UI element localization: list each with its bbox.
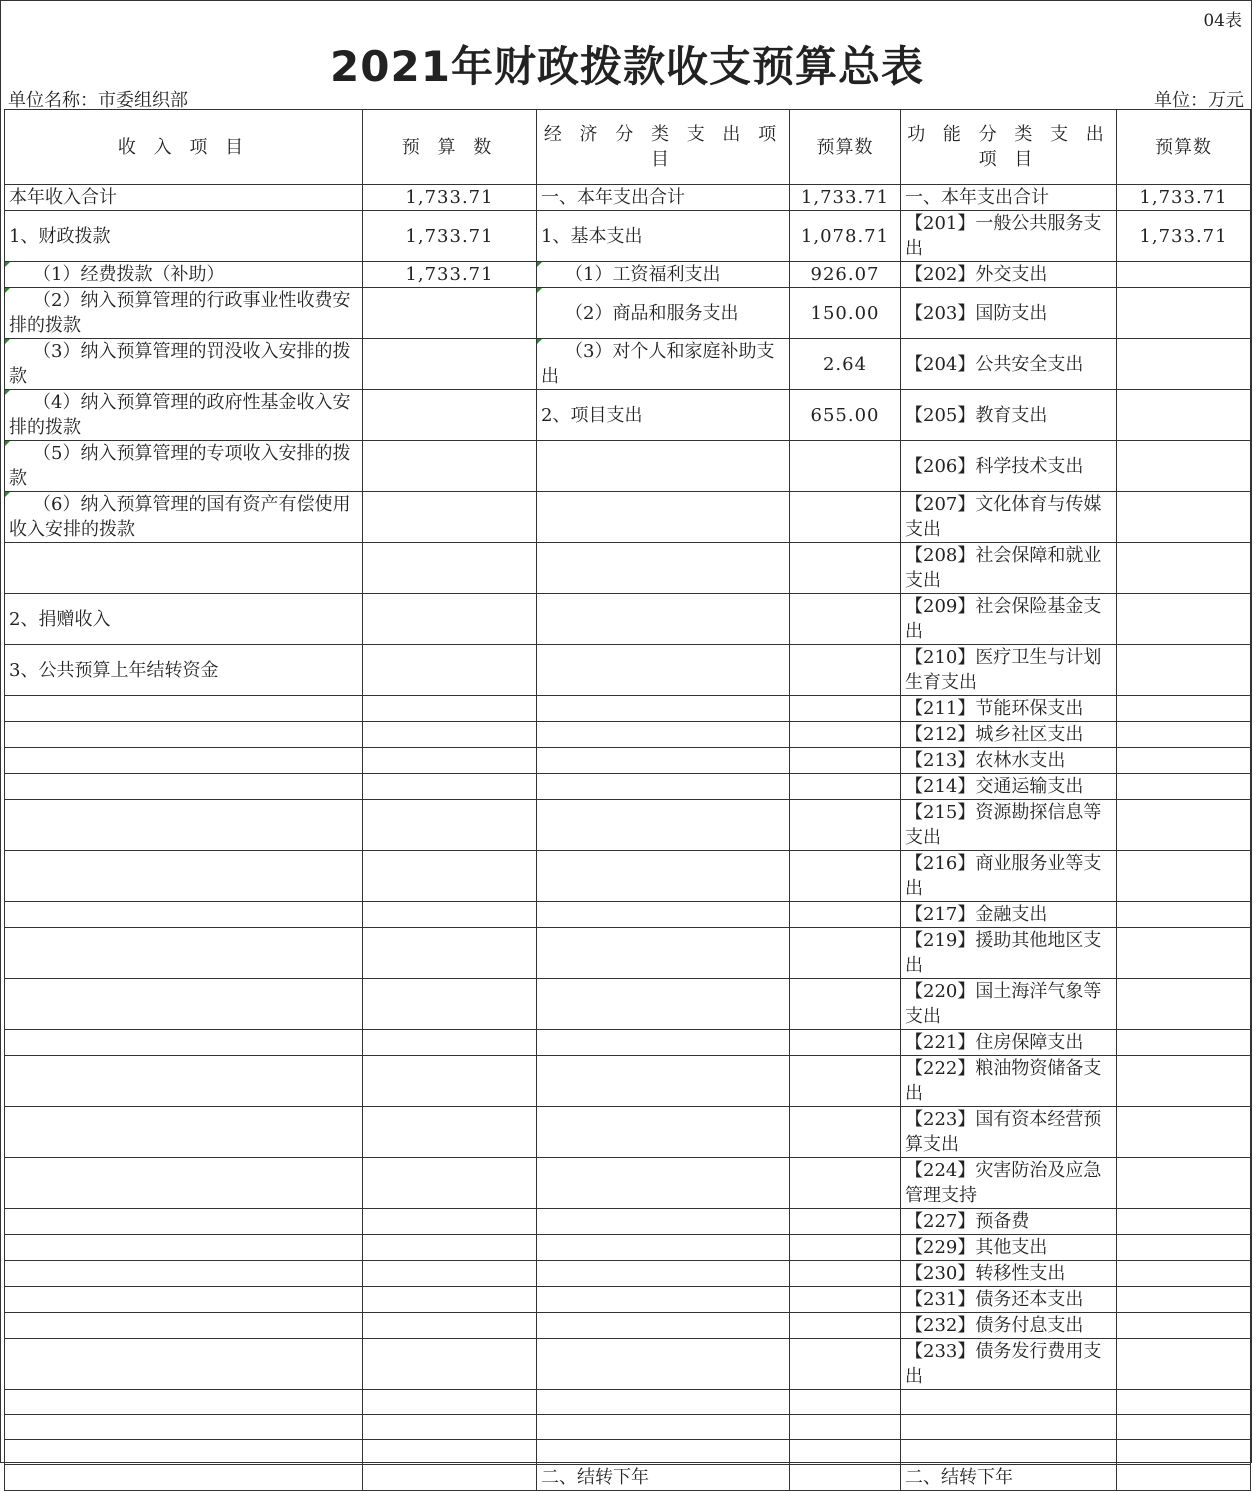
econ-item-cell [537, 1440, 790, 1465]
func-item-cell: 【217】金融支出 [901, 902, 1117, 928]
econ-amount-cell [790, 1390, 901, 1415]
econ-item-cell [537, 1235, 790, 1261]
table-row [5, 902, 1251, 928]
econ-amount-cell [790, 774, 901, 800]
income-item-cell: 1、财政拨款 [5, 211, 363, 262]
econ-amount-cell [790, 1339, 901, 1390]
func-item-cell [901, 1440, 1117, 1465]
table-row [5, 1440, 1251, 1465]
econ-item-cell [537, 1056, 790, 1107]
income-amount-cell [363, 594, 537, 645]
income-item-cell [5, 543, 363, 594]
income-item-cell: （5）纳入预算管理的专项收入安排的拨款 [5, 441, 363, 492]
header-func-item: 功 能 分 类 支 出 项 目 [901, 110, 1117, 185]
table-row [5, 851, 1251, 902]
table-row [5, 1287, 1251, 1313]
econ-item-cell [537, 441, 790, 492]
func-item-cell: 【215】资源勘探信息等支出 [901, 800, 1117, 851]
income-amount-cell [363, 390, 537, 441]
currency-unit: 单位：万元 [1154, 90, 1244, 111]
income-amount-cell [363, 1313, 537, 1339]
func-item-cell [901, 1415, 1117, 1440]
income-item-cell [5, 800, 363, 851]
econ-item-cell [537, 748, 790, 774]
func-amount-cell [1117, 774, 1251, 800]
income-item-cell: 3、公共预算上年结转资金 [5, 645, 363, 696]
income-amount-cell: 1,733.71 [363, 262, 537, 288]
econ-amount-cell: 2.64 [790, 339, 901, 390]
income-amount-cell [363, 774, 537, 800]
econ-item-cell [537, 1209, 790, 1235]
econ-item-cell [537, 594, 790, 645]
income-amount-cell [363, 1415, 537, 1440]
econ-amount-cell [790, 1056, 901, 1107]
func-amount-cell [1117, 492, 1251, 543]
income-item-cell: 2、捐赠收入 [5, 594, 363, 645]
table-row [5, 1465, 1251, 1491]
econ-amount-cell [790, 902, 901, 928]
unit-name: 单位名称：市委组织部 [8, 90, 188, 111]
income-item-cell: （1）经费拨款（补助） [5, 262, 363, 288]
income-amount-cell [363, 928, 537, 979]
econ-amount-cell: 655.00 [790, 390, 901, 441]
econ-item-cell [537, 645, 790, 696]
func-amount-cell [1117, 1440, 1251, 1465]
income-amount-cell [363, 441, 537, 492]
table-row [5, 774, 1251, 800]
econ-amount-cell [790, 800, 901, 851]
econ-item-cell: 1、基本支出 [537, 211, 790, 262]
func-item-cell: 【231】债务还本支出 [901, 1287, 1117, 1313]
econ-item-cell [537, 1030, 790, 1056]
header-income-amount: 预 算 数 [363, 110, 537, 185]
func-item-cell: 【223】国有资本经营预算支出 [901, 1107, 1117, 1158]
income-amount-cell [363, 1261, 537, 1287]
econ-amount-cell [790, 928, 901, 979]
income-amount-cell [363, 1339, 537, 1390]
func-amount-cell [1117, 339, 1251, 390]
econ-amount-cell [790, 696, 901, 722]
income-item-cell: （3）纳入预算管理的罚没收入安排的拨款 [5, 339, 363, 390]
func-item-cell: 【214】交通运输支出 [901, 774, 1117, 800]
income-item-cell [5, 1158, 363, 1209]
income-amount-cell [363, 1287, 537, 1313]
econ-item-cell: （2）商品和服务支出 [537, 288, 790, 339]
func-item-cell: 【232】债务付息支出 [901, 1313, 1117, 1339]
func-item-cell: 【216】商业服务业等支出 [901, 851, 1117, 902]
income-item-cell [5, 1056, 363, 1107]
econ-item-cell [537, 774, 790, 800]
econ-amount-cell [790, 441, 901, 492]
income-item-cell: （2）纳入预算管理的行政事业性收费安排的拨款 [5, 288, 363, 339]
func-amount-cell [1117, 1158, 1251, 1209]
econ-amount-cell [790, 1030, 901, 1056]
income-item-cell [5, 774, 363, 800]
econ-item-cell [537, 696, 790, 722]
econ-item-cell [537, 851, 790, 902]
econ-amount-cell [790, 748, 901, 774]
econ-item-cell [537, 1313, 790, 1339]
table-row [5, 1261, 1251, 1287]
econ-amount-cell [790, 492, 901, 543]
econ-item-cell [537, 1390, 790, 1415]
income-amount-cell [363, 543, 537, 594]
header-econ-amount: 预算数 [790, 110, 901, 185]
func-item-cell: 【203】国防支出 [901, 288, 1117, 339]
income-amount-cell [363, 1056, 537, 1107]
func-amount-cell [1117, 1287, 1251, 1313]
income-item-cell [5, 722, 363, 748]
func-amount-cell [1117, 262, 1251, 288]
func-item-cell: 【222】粮油物资储备支出 [901, 1056, 1117, 1107]
table-row [5, 288, 1251, 339]
income-item-cell [5, 1440, 363, 1465]
func-item-cell: 【204】公共安全支出 [901, 339, 1117, 390]
table-row [5, 1209, 1251, 1235]
income-item-cell [5, 1209, 363, 1235]
income-amount-cell [363, 1235, 537, 1261]
func-item-cell: 【207】文化体育与传媒支出 [901, 492, 1117, 543]
income-item-cell [5, 1107, 363, 1158]
econ-item-cell [537, 979, 790, 1030]
func-amount-cell [1117, 979, 1251, 1030]
func-amount-cell [1117, 1415, 1251, 1440]
income-item-cell [5, 1465, 363, 1491]
func-item-cell: 【213】农林水支出 [901, 748, 1117, 774]
econ-item-cell [537, 1158, 790, 1209]
income-amount-cell [363, 800, 537, 851]
income-item-cell: （6）纳入预算管理的国有资产有偿使用收入安排的拨款 [5, 492, 363, 543]
table-row [5, 441, 1251, 492]
func-item-cell: 一、本年支出合计 [901, 185, 1117, 211]
income-amount-cell [363, 1209, 537, 1235]
table-row [5, 1313, 1251, 1339]
func-amount-cell [1117, 748, 1251, 774]
table-row [5, 1415, 1251, 1440]
func-item-cell: 【211】节能环保支出 [901, 696, 1117, 722]
econ-amount-cell: 1,078.71 [790, 211, 901, 262]
table-row [5, 928, 1251, 979]
func-amount-cell [1117, 1313, 1251, 1339]
table-row [5, 1158, 1251, 1209]
table-row [5, 645, 1251, 696]
func-amount-cell [1117, 390, 1251, 441]
func-item-cell: 【229】其他支出 [901, 1235, 1117, 1261]
func-amount-cell [1117, 594, 1251, 645]
func-amount-cell [1117, 1339, 1251, 1390]
table-row [5, 1390, 1251, 1415]
econ-amount-cell [790, 1465, 901, 1491]
income-item-cell [5, 1261, 363, 1287]
income-amount-cell [363, 722, 537, 748]
func-item-cell: 【233】债务发行费用支出 [901, 1339, 1117, 1390]
table-row [5, 543, 1251, 594]
econ-item-cell: 2、项目支出 [537, 390, 790, 441]
econ-item-cell: （1）工资福利支出 [537, 262, 790, 288]
econ-amount-cell [790, 979, 901, 1030]
func-item-cell: 【230】转移性支出 [901, 1261, 1117, 1287]
econ-item-cell [537, 1287, 790, 1313]
income-item-cell [5, 902, 363, 928]
econ-amount-cell [790, 1158, 901, 1209]
header-econ-item: 经 济 分 类 支 出 项 目 [537, 110, 790, 185]
func-amount-cell [1117, 1465, 1251, 1491]
income-amount-cell: 1,733.71 [363, 211, 537, 262]
econ-item-cell: 一、本年支出合计 [537, 185, 790, 211]
func-amount-cell [1117, 288, 1251, 339]
econ-amount-cell [790, 851, 901, 902]
table-row [5, 185, 1251, 211]
econ-amount-cell [790, 645, 901, 696]
income-item-cell [5, 1287, 363, 1313]
income-amount-cell [363, 851, 537, 902]
econ-amount-cell [790, 1261, 901, 1287]
econ-amount-cell [790, 1287, 901, 1313]
econ-item-cell [537, 1107, 790, 1158]
econ-amount-cell: 926.07 [790, 262, 901, 288]
func-amount-cell [1117, 1261, 1251, 1287]
income-item-cell [5, 1415, 363, 1440]
func-item-cell: 二、结转下年 [901, 1465, 1117, 1491]
econ-item-cell [537, 492, 790, 543]
income-amount-cell [363, 902, 537, 928]
header-row [5, 110, 1251, 185]
income-amount-cell [363, 1390, 537, 1415]
func-amount-cell [1117, 696, 1251, 722]
income-item-cell [5, 1235, 363, 1261]
func-amount-cell [1117, 722, 1251, 748]
econ-amount-cell [790, 1313, 901, 1339]
table-row [5, 211, 1251, 262]
econ-item-cell: （3）对个人和家庭补助支出 [537, 339, 790, 390]
func-item-cell: 【221】住房保障支出 [901, 1030, 1117, 1056]
func-item-cell: 【212】城乡社区支出 [901, 722, 1117, 748]
income-item-cell [5, 1030, 363, 1056]
func-item-cell: 【224】灾害防治及应急管理支持 [901, 1158, 1117, 1209]
func-amount-cell [1117, 1030, 1251, 1056]
income-item-cell [5, 696, 363, 722]
econ-amount-cell: 150.00 [790, 288, 901, 339]
func-item-cell: 【208】社会保障和就业支出 [901, 543, 1117, 594]
func-item-cell: 【227】预备费 [901, 1209, 1117, 1235]
table-row [5, 390, 1251, 441]
func-item-cell [901, 1390, 1117, 1415]
income-amount-cell [363, 1465, 537, 1491]
table-row [5, 262, 1251, 288]
econ-item-cell [537, 1415, 790, 1440]
func-item-cell: 【201】一般公共服务支出 [901, 211, 1117, 262]
func-amount-cell [1117, 1107, 1251, 1158]
income-item-cell: （4）纳入预算管理的政府性基金收入安排的拨款 [5, 390, 363, 441]
func-item-cell: 【220】国土海洋气象等支出 [901, 979, 1117, 1030]
table-row [5, 1056, 1251, 1107]
income-item-cell [5, 1313, 363, 1339]
econ-amount-cell [790, 594, 901, 645]
income-amount-cell [363, 645, 537, 696]
econ-amount-cell [790, 1440, 901, 1465]
func-amount-cell: 1,733.71 [1117, 185, 1251, 211]
econ-item-cell [537, 800, 790, 851]
econ-amount-cell [790, 1235, 901, 1261]
budget-table [4, 109, 1251, 1491]
func-item-cell: 【206】科学技术支出 [901, 441, 1117, 492]
econ-amount-cell [790, 722, 901, 748]
page-title: 2021年财政拨款收支预算总表 [330, 42, 924, 91]
table-row [5, 1339, 1251, 1390]
func-amount-cell: 1,733.71 [1117, 211, 1251, 262]
table-row [5, 722, 1251, 748]
func-amount-cell [1117, 1390, 1251, 1415]
econ-item-cell: 二、结转下年 [537, 1465, 790, 1491]
func-amount-cell [1117, 800, 1251, 851]
func-amount-cell [1117, 1235, 1251, 1261]
func-amount-cell [1117, 543, 1251, 594]
table-row [5, 492, 1251, 543]
table-row [5, 979, 1251, 1030]
econ-amount-cell [790, 1415, 901, 1440]
econ-amount-cell [790, 1209, 901, 1235]
func-item-cell: 【209】社会保险基金支出 [901, 594, 1117, 645]
econ-item-cell [537, 928, 790, 979]
income-amount-cell [363, 492, 537, 543]
header-func-amount: 预算数 [1117, 110, 1251, 185]
func-amount-cell [1117, 851, 1251, 902]
func-amount-cell [1117, 1209, 1251, 1235]
econ-item-cell [537, 543, 790, 594]
income-amount-cell [363, 339, 537, 390]
income-amount-cell [363, 288, 537, 339]
income-amount-cell [363, 979, 537, 1030]
econ-amount-cell [790, 1107, 901, 1158]
income-item-cell [5, 979, 363, 1030]
econ-item-cell [537, 1261, 790, 1287]
income-amount-cell [363, 1030, 537, 1056]
func-amount-cell [1117, 902, 1251, 928]
func-item-cell: 【202】外交支出 [901, 262, 1117, 288]
income-item-cell [5, 1390, 363, 1415]
table-row [5, 1107, 1251, 1158]
func-amount-cell [1117, 645, 1251, 696]
table-row [5, 696, 1251, 722]
table-row [5, 1030, 1251, 1056]
func-amount-cell [1117, 441, 1251, 492]
func-item-cell: 【205】教育支出 [901, 390, 1117, 441]
income-amount-cell [363, 1440, 537, 1465]
header-income-item: 收 入 项 目 [5, 110, 363, 185]
income-item-cell [5, 1339, 363, 1390]
income-amount-cell [363, 696, 537, 722]
func-amount-cell [1117, 928, 1251, 979]
income-amount-cell [363, 748, 537, 774]
table-row [5, 594, 1251, 645]
func-item-cell: 【210】医疗卫生与计划生育支出 [901, 645, 1117, 696]
func-item-cell: 【219】援助其他地区支出 [901, 928, 1117, 979]
income-item-cell: 本年收入合计 [5, 185, 363, 211]
econ-item-cell [537, 902, 790, 928]
func-amount-cell [1117, 1056, 1251, 1107]
table-row [5, 748, 1251, 774]
income-amount-cell: 1,733.71 [363, 185, 537, 211]
income-amount-cell [363, 1107, 537, 1158]
income-item-cell [5, 748, 363, 774]
econ-item-cell [537, 1339, 790, 1390]
income-item-cell [5, 851, 363, 902]
table-number: 04表 [1203, 11, 1242, 31]
table-row [5, 339, 1251, 390]
econ-item-cell [537, 722, 790, 748]
econ-amount-cell [790, 543, 901, 594]
table-row [5, 1235, 1251, 1261]
table-row [5, 800, 1251, 851]
econ-amount-cell: 1,733.71 [790, 185, 901, 211]
income-amount-cell [363, 1158, 537, 1209]
income-item-cell [5, 928, 363, 979]
